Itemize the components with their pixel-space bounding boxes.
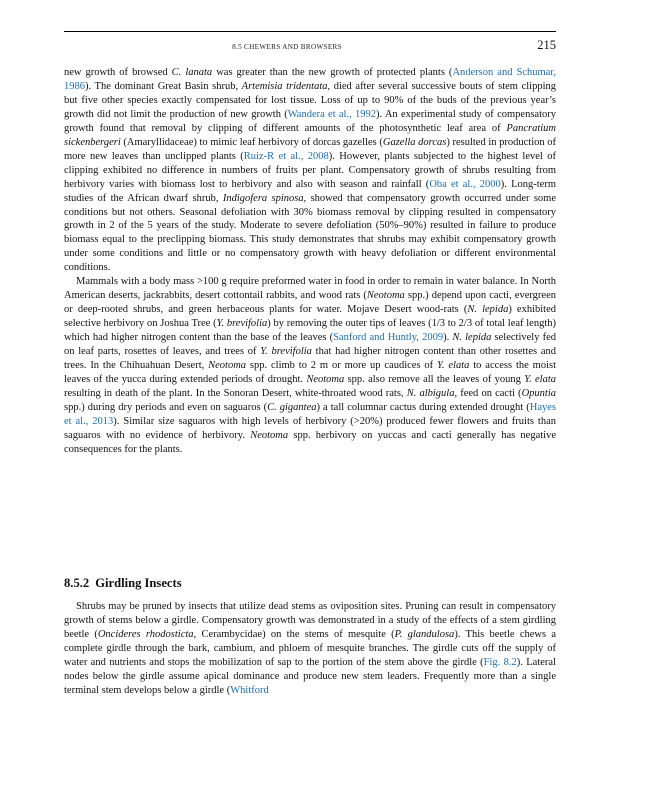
species-name: N. lepida xyxy=(452,332,492,344)
text-run: spp.) during dry periods and even on saguaros ( xyxy=(64,401,268,413)
text-run: ) a tall columnar cactus during extended drought ( xyxy=(316,401,530,413)
citation-link-anderson[interactable]: Anderson and Schumar, 1986 xyxy=(64,67,557,92)
species-name: Y. elata xyxy=(437,360,470,372)
text-run: ) exhibited selective herbivory on Joshua Tree ( xyxy=(64,304,556,330)
species-name: P. glandulosa xyxy=(394,628,455,640)
citation-link-wandera[interactable]: Wandera et al., 1992 xyxy=(287,108,377,120)
species-name: Y. brevifolia xyxy=(216,318,268,330)
section-text xyxy=(64,600,556,698)
text-run: , Cerambycidae) on the stems of mesquite ( xyxy=(193,628,395,640)
paragraph-girdling-insects xyxy=(64,600,556,698)
running-head: 8.5 CHEWERS AND BROWSERS xyxy=(232,43,342,51)
section-number: 8.5.2 xyxy=(64,576,90,590)
species-name: Indigofera spinosa xyxy=(222,192,304,204)
text-run: , died after several successive bouts of stem clipping but five other species exactly compensated for lost tissue. Loss of up to 90% of the buds of the previous year’s growth did not limit the production of new growth ( xyxy=(64,80,556,120)
species-name: Neotoma xyxy=(366,290,405,302)
species-name: Gazella dorcas xyxy=(382,136,447,148)
text-run: was greater than the new growth of protected plants ( xyxy=(212,67,453,78)
text-run: ). Long-term studies of the African dwarf shrub, xyxy=(64,178,556,204)
text-run: Mammals with a body mass >100 g require preformed water in food in order to remain in water balance. In North American deserts, jackrabbits, desert cottontail rabbits, and wood rats ( xyxy=(64,276,556,302)
text-run: ). An experimental study of compensatory growth found that removal by clipping of different amounts of the photosynthetic leaf area of xyxy=(64,108,556,134)
paragraph-compensatory-growth xyxy=(64,66,556,275)
text-run: ). Similar size saguaros with high levels of herbivory (>20%) produced fewer flowers and fruits than saguaros with no evidence of herbivory. xyxy=(64,415,556,441)
text-run: to access the moist leaves of the yucca during extended periods of drought. xyxy=(64,360,557,385)
section-title: Girdling Insects xyxy=(95,576,182,590)
species-name: C. gigantea xyxy=(267,401,317,413)
text-run: Shrubs may be pruned by insects that utilize dead stems as oviposition sites. Pruning can result in compensatory growth of stems below a girdle. Compensatory growth was demonstrated in a study of the effects of a stem girdling beetle ( xyxy=(64,601,556,640)
citation-link-whitford[interactable]: Whitford xyxy=(230,684,269,696)
text-run: ). This beetle chews a complete girdle through the bark, cambium, and phloem of mesquite branches. The girdle cuts off the supply of water and nutrients and stops the mobilization of sap to the portion of the stem above the girdle ( xyxy=(64,628,556,668)
paragraph-mammal-herbivory xyxy=(64,275,556,456)
text-run: spp.) depend upon cacti, evergreen or deep-rooted shrubs, and green herbaceous plants for water. Mojave Desert wood-rats ( xyxy=(64,290,556,316)
citation-link-ruiz[interactable]: Ruiz-R et al., 2008 xyxy=(243,150,329,162)
figure-link-8-2[interactable]: Fig. 8.2 xyxy=(483,656,517,668)
text-run: spp. climb to 2 m or more up caudices of xyxy=(246,360,438,372)
text-run: ). The dominant Great Basin shrub, xyxy=(85,80,242,92)
citation-link-oba[interactable]: Oba et al., 2000 xyxy=(429,178,501,190)
species-name: Opuntia xyxy=(521,387,556,399)
page-header xyxy=(64,31,556,56)
species-name: C. lanata xyxy=(171,67,213,78)
citation-link-hayes[interactable]: Hayes et al., 2013 xyxy=(64,401,557,427)
text-run: ) by removing the outer tips of leaves (1/3 to 2/3 of total leaf length) which had higher nitrogen content than the base of the leaves ( xyxy=(64,318,556,344)
text-run: , showed that compensatory growth occurred under some conditions but not others. Seasonal defoliation with 30% biomass removal by clipping resulted in compensatory growth in 2 of the 5 years of the study. Moderate to severe defoliation (50%–90%) resulted in failure to produce biomass equal to the preclipping biomass. This study demonstrates that shrubs may exhibit compensatory growth under some conditions and little or no compensatory growth with heavy defoliation or different environmental conditions. xyxy=(64,192,557,274)
text-run: resulting in death of the plant. In the Sonoran Desert, white-throated wood rats, xyxy=(64,387,407,399)
species-name: Artemisia tridentata xyxy=(241,80,328,92)
citation-link-sanford[interactable]: Sanford and Huntly, 2009 xyxy=(333,332,444,344)
text-run: ). However, plants subjected to the highest level of clipping exhibited no difference in numbers of fruits per plant. Compensatory growth of shrubs resulting from herbivory varies with biomass lost to herbivory and also with season and rainfall ( xyxy=(64,150,556,190)
text-run: (Amaryllidaceae) to mimic leaf herbivory of dorcas gazelles ( xyxy=(120,136,383,148)
text-run: ). xyxy=(443,332,453,344)
text-run: selectively fed on leaf parts, rosettes of leaves, and trees of xyxy=(64,332,556,358)
text-run: , feed on cacti ( xyxy=(454,387,522,399)
species-name: Pancratium sickenbergeri xyxy=(64,122,556,148)
species-name: Y. brevifolia xyxy=(260,346,312,358)
species-name: Neotoma xyxy=(208,360,247,372)
main-text xyxy=(64,66,556,457)
page-number: 215 xyxy=(537,38,556,52)
species-name: Neotoma xyxy=(306,373,345,385)
species-name: Neotoma xyxy=(250,429,289,441)
species-name: N. albigula xyxy=(406,387,455,399)
species-name: Y. elata xyxy=(524,373,556,385)
text-run: new growth of browsed xyxy=(64,67,172,78)
species-name: N. lepida xyxy=(467,304,509,316)
text-run: that had higher nitrogen content than other rosettes and trees. In the Chihuahuan Desert, xyxy=(64,346,556,372)
text-run: spp. also remove all the leaves of young xyxy=(344,373,525,385)
species-name: Oncideres rhodosticta xyxy=(97,628,194,640)
text-run: ) resulted in production of more new leaves than unclipped plants ( xyxy=(64,136,557,162)
text-run: ). Lateral nodes below the girdle assume apical dominance and produce new stem leaders. Frequently more than a single terminal stem develops below a girdle ( xyxy=(64,656,556,696)
text-run: spp. herbivory on yuccas and cacti generally has negative consequences for the plants. xyxy=(64,429,556,455)
section-heading xyxy=(64,576,556,591)
